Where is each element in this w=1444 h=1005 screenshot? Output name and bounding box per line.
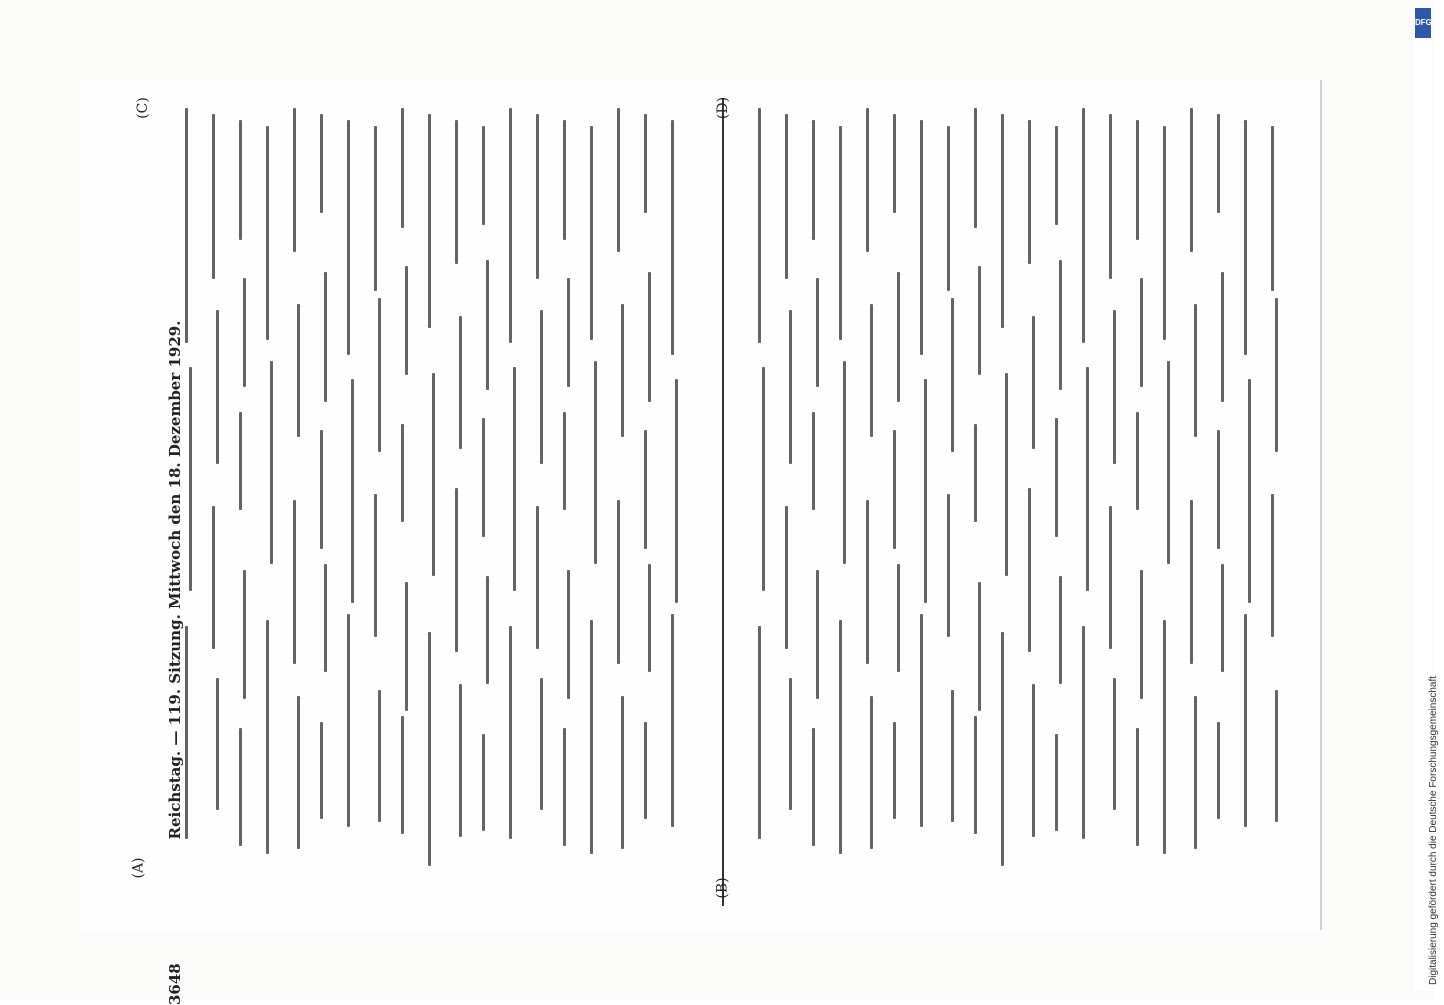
- text-line-placeholder: [1221, 564, 1224, 672]
- text-line-placeholder: [513, 367, 516, 591]
- text-line-placeholder: [644, 114, 647, 213]
- text-line-placeholder: [320, 114, 323, 213]
- text-line-placeholder: [1113, 678, 1116, 810]
- text-line-placeholder: [920, 120, 923, 355]
- text-line-placeholder: [648, 564, 651, 672]
- text-line-placeholder: [866, 500, 869, 664]
- text-line-placeholder: [455, 488, 458, 652]
- text-line-placeholder: [297, 696, 300, 849]
- text-line-placeholder: [843, 361, 846, 564]
- text-line-placeholder: [401, 108, 404, 228]
- text-line-placeholder: [1001, 114, 1004, 328]
- text-line-placeholder: [893, 722, 896, 819]
- text-line-placeholder: [897, 272, 900, 402]
- text-line-placeholder: [951, 298, 954, 452]
- text-line-placeholder: [758, 108, 761, 343]
- text-line-placeholder: [1190, 108, 1193, 252]
- text-line-placeholder: [401, 716, 404, 834]
- text-line-placeholder: [644, 722, 647, 819]
- text-line-placeholder: [459, 684, 462, 837]
- text-line-placeholder: [1248, 379, 1251, 603]
- text-line-placeholder: [816, 570, 819, 699]
- text-line-placeholder: [509, 626, 512, 839]
- text-line-placeholder: [1217, 430, 1220, 549]
- text-line-placeholder: [266, 126, 269, 340]
- text-line-placeholder: [428, 114, 431, 328]
- text-line-placeholder: [789, 310, 792, 464]
- text-line-placeholder: [812, 120, 815, 240]
- text-line-placeholder: [893, 114, 896, 213]
- text-line-placeholder: [486, 576, 489, 684]
- text-line-placeholder: [1082, 626, 1085, 839]
- text-line-placeholder: [378, 298, 381, 452]
- text-line-placeholder: [594, 361, 597, 564]
- text-line-placeholder: [1167, 361, 1170, 564]
- text-line-placeholder: [870, 304, 873, 437]
- text-line-placeholder: [1194, 696, 1197, 849]
- text-line-placeholder: [482, 734, 485, 831]
- text-line-placeholder: [839, 620, 842, 854]
- text-line-placeholder: [1109, 506, 1112, 649]
- text-line-placeholder: [1032, 684, 1035, 837]
- text-line-placeholder: [812, 412, 815, 510]
- text-line-placeholder: [893, 430, 896, 549]
- text-line-placeholder: [1032, 316, 1035, 449]
- text-line-placeholder: [785, 506, 788, 649]
- text-line-placeholder: [401, 424, 404, 522]
- text-line-placeholder: [1055, 418, 1058, 537]
- text-line-placeholder: [897, 564, 900, 672]
- text-line-placeholder: [590, 126, 593, 340]
- text-line-placeholder: [1190, 500, 1193, 664]
- text-line-placeholder: [947, 494, 950, 637]
- dfg-logo: DFG: [1415, 8, 1431, 38]
- text-line-placeholder: [293, 108, 296, 252]
- digitization-notice: Digitalisierung gefördert durch die Deutsche Forschungsgemeinschaft: [1428, 675, 1439, 985]
- text-line-placeholder: [1244, 614, 1247, 827]
- text-line-placeholder: [866, 108, 869, 252]
- text-line-placeholder: [675, 379, 678, 603]
- margin-mark-a: (A): [130, 857, 147, 879]
- text-line-placeholder: [347, 614, 350, 827]
- text-line-placeholder: [590, 620, 593, 854]
- text-line-placeholder: [374, 126, 377, 291]
- text-line-placeholder: [1271, 126, 1274, 291]
- text-line-placeholder: [978, 266, 981, 375]
- text-line-placeholder: [1113, 310, 1116, 464]
- text-line-placeholder: [432, 373, 435, 576]
- text-line-placeholder: [185, 626, 188, 839]
- text-line-placeholder: [320, 430, 323, 549]
- text-line-placeholder: [1028, 488, 1031, 652]
- text-line-placeholder: [1055, 734, 1058, 831]
- margin-mark-c: (C): [134, 97, 151, 119]
- text-line-placeholder: [1005, 373, 1008, 576]
- text-line-placeholder: [924, 379, 927, 603]
- text-line-placeholder: [1136, 412, 1139, 510]
- text-line-placeholder: [1221, 272, 1224, 402]
- column-divider: [722, 98, 724, 906]
- text-line-placeholder: [536, 506, 539, 649]
- text-line-placeholder: [405, 582, 408, 711]
- text-line-placeholder: [266, 620, 269, 854]
- text-line-placeholder: [920, 614, 923, 827]
- text-line-placeholder: [324, 564, 327, 672]
- text-line-placeholder: [974, 108, 977, 228]
- text-line-placeholder: [486, 260, 489, 390]
- text-line-placeholder: [1001, 632, 1004, 866]
- text-line-placeholder: [1163, 620, 1166, 854]
- text-line-placeholder: [1194, 304, 1197, 437]
- text-line-placeholder: [947, 126, 950, 291]
- text-line-placeholder: [1059, 576, 1062, 684]
- text-line-placeholder: [212, 506, 215, 649]
- text-line-placeholder: [212, 114, 215, 279]
- text-line-placeholder: [320, 722, 323, 819]
- text-line-placeholder: [1028, 120, 1031, 264]
- text-line-placeholder: [563, 728, 566, 846]
- text-line-placeholder: [536, 114, 539, 279]
- text-line-placeholder: [374, 494, 377, 637]
- text-line-placeholder: [1140, 570, 1143, 699]
- text-line-placeholder: [239, 728, 242, 846]
- text-line-placeholder: [482, 418, 485, 537]
- text-line-placeholder: [974, 424, 977, 522]
- text-line-placeholder: [1275, 690, 1278, 822]
- text-line-placeholder: [216, 678, 219, 810]
- text-line-placeholder: [567, 278, 570, 387]
- text-line-placeholder: [671, 120, 674, 355]
- scanned-transcript-page: [80, 80, 1322, 1005]
- text-line-placeholder: [270, 361, 273, 564]
- text-line-placeholder: [1055, 126, 1058, 225]
- text-line-placeholder: [870, 696, 873, 849]
- text-line-placeholder: [1217, 114, 1220, 213]
- text-line-placeholder: [189, 367, 192, 591]
- text-line-placeholder: [1082, 108, 1085, 343]
- text-line-placeholder: [644, 430, 647, 549]
- text-line-placeholder: [185, 108, 188, 343]
- text-line-placeholder: [812, 728, 815, 846]
- text-line-placeholder: [1059, 260, 1062, 390]
- text-line-placeholder: [621, 304, 624, 437]
- text-line-placeholder: [762, 367, 765, 591]
- text-line-placeholder: [324, 272, 327, 402]
- text-line-placeholder: [563, 412, 566, 510]
- margin-mark-d: (D): [715, 96, 732, 120]
- text-line-placeholder: [758, 626, 761, 839]
- text-line-placeholder: [459, 316, 462, 449]
- text-line-placeholder: [951, 690, 954, 822]
- text-line-placeholder: [378, 690, 381, 822]
- text-line-placeholder: [239, 412, 242, 510]
- text-line-placeholder: [1136, 120, 1139, 240]
- text-line-placeholder: [1109, 114, 1112, 279]
- text-line-placeholder: [1163, 126, 1166, 340]
- text-line-placeholder: [1140, 278, 1143, 387]
- text-line-placeholder: [482, 126, 485, 225]
- text-line-placeholder: [671, 614, 674, 827]
- running-title: Reichstag. — 119. Sitzung. Mittwoch den 18. Dezember 1929.: [166, 320, 184, 840]
- text-line-placeholder: [351, 379, 354, 603]
- text-line-placeholder: [509, 108, 512, 343]
- text-line-placeholder: [617, 500, 620, 664]
- text-line-placeholder: [297, 304, 300, 437]
- text-line-placeholder: [293, 500, 296, 664]
- text-line-placeholder: [978, 582, 981, 711]
- text-line-placeholder: [455, 120, 458, 264]
- text-line-placeholder: [405, 266, 408, 375]
- text-line-placeholder: [1217, 722, 1220, 819]
- text-line-placeholder: [540, 310, 543, 464]
- text-line-placeholder: [1275, 298, 1278, 452]
- text-line-placeholder: [216, 310, 219, 464]
- text-line-placeholder: [243, 570, 246, 699]
- text-line-placeholder: [563, 120, 566, 240]
- text-line-placeholder: [785, 114, 788, 279]
- text-line-placeholder: [239, 120, 242, 240]
- text-line-placeholder: [974, 716, 977, 834]
- text-line-placeholder: [540, 678, 543, 810]
- margin-mark-b: (B): [714, 877, 731, 899]
- text-line-placeholder: [1136, 728, 1139, 846]
- text-line-placeholder: [816, 278, 819, 387]
- text-line-placeholder: [648, 272, 651, 402]
- text-line-placeholder: [1271, 494, 1274, 637]
- page-number: 3648: [166, 963, 184, 1005]
- text-line-placeholder: [567, 570, 570, 699]
- text-line-placeholder: [621, 696, 624, 849]
- text-line-placeholder: [839, 126, 842, 340]
- text-line-placeholder: [243, 278, 246, 387]
- text-line-placeholder: [1244, 120, 1247, 355]
- text-line-placeholder: [789, 678, 792, 810]
- text-line-placeholder: [617, 108, 620, 252]
- text-line-placeholder: [1086, 367, 1089, 591]
- text-line-placeholder: [428, 632, 431, 866]
- text-line-placeholder: [347, 120, 350, 355]
